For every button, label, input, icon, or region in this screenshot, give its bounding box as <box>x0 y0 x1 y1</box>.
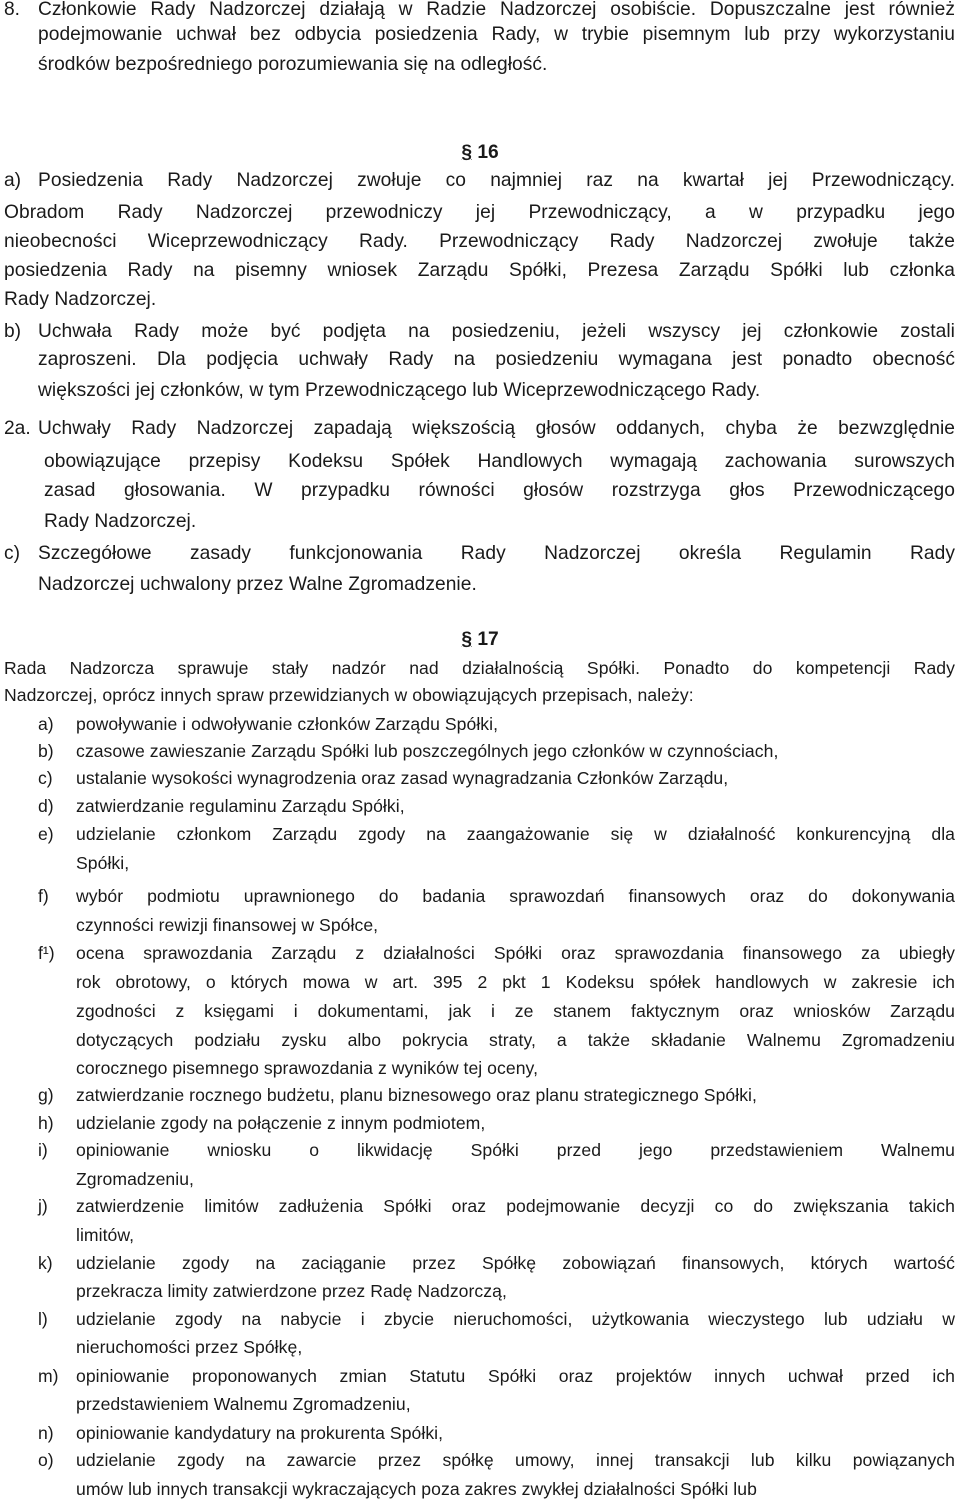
competence-item-line: Spółki, <box>76 853 130 873</box>
section-16-a-line: Posiedzenia Rady Nadzorczej zwołuje co najmniej raz na kwartał jej Przewodniczący. <box>38 170 955 191</box>
competence-item-label: j) <box>38 1196 48 1216</box>
competence-item-line: Zgromadzeniu, <box>76 1169 194 1189</box>
competence-item-line: ustalanie wysokości wynagrodzenia oraz zasad wynagradzania Członków Zarządu, <box>76 768 729 788</box>
section-17-intro-line: Rada Nadzorcza sprawuje stały nadzór nad działalnością Spółki. Ponadto do kompetencji Rady <box>4 658 955 678</box>
section-16-a-line: posiedzenia Rady na pisemny wniosek Zarządu Spółki, Prezesa Zarządu Spółki lub członka <box>4 260 955 281</box>
competence-item-line: udzielanie zgody na nabycie i zbycie nieruchomości, użytkowania wieczystego lub udziału w <box>76 1309 955 1329</box>
competence-item-line: limitów, <box>76 1225 135 1245</box>
section-16-2a-line: zasad głosowania. W przypadku równości głosów rozstrzyga głos Przewodniczącego <box>44 480 955 501</box>
section-17-heading <box>0 626 960 653</box>
section-16-2a-line: Rady Nadzorczej. <box>44 511 197 532</box>
competence-item-label: k) <box>38 1253 53 1273</box>
section-17-intro-line: Nadzorczej, oprócz innych spraw przewidzianych w obowiązujących przepisach, należy: <box>4 685 694 705</box>
competence-item-label: o) <box>38 1450 54 1470</box>
competence-item-line: opiniowanie proponowanych zmian Statutu Spółki oraz projektów innych uchwał przed ich <box>76 1366 955 1386</box>
competence-item-label: c) <box>38 768 53 788</box>
paragraph-8-line: Członkowie Rady Nadzorczej działają w Radzie Nadzorczej osobiście. Dopuszczalne jest również <box>38 0 955 20</box>
section-16-a-line: nieobecności Wiceprzewodniczący Rady. Przewodniczący Rady Nadzorczej zwołuje także <box>4 231 955 252</box>
competence-item-line: przekracza limity zatwierdzone przez Radę Nadzorczą, <box>76 1281 507 1301</box>
section-16-a-line: Rady Nadzorczej. <box>4 289 157 310</box>
competence-item-line: czynności rewizji finansowej w Spółce, <box>76 915 379 935</box>
section-16-2a-line: obowiązujące przepisy Kodeksu Spółek Handlowych wymagają zachowania surowszych <box>44 451 955 472</box>
section-16-2a-line: Uchwały Rady Nadzorczej zapadają większością głosów oddanych, chyba że bezwzględnie <box>38 418 955 439</box>
competence-item-line: dotyczących podziału zysku albo pokrycia straty, a także składanie Walnemu Zgromadzeniu <box>76 1030 955 1050</box>
competence-item-line: ocena sprawozdania Zarządu z działalności Spółki oraz sprawozdania finansowego za ubiegły <box>76 943 955 963</box>
competence-item-line: opiniowanie wniosku o likwidację Spółki przed jego przedstawieniem Walnemu <box>76 1140 955 1160</box>
section-16-b-line: zaproszeni. Dla podjęcia uchwały Rady na posiedzeniu wymagana jest ponadto obecność <box>38 349 955 370</box>
competence-item-line: powoływanie i odwoływanie członków Zarządu Spółki, <box>76 714 499 734</box>
competence-item-line: wybór podmiotu uprawnionego do badania sprawozdań finansowych oraz do dokonywania <box>76 886 955 906</box>
paragraph-8-line: podejmowanie uchwał bez odbycia posiedzenia Rady, w trybie pisemnym lub przy wykorzystaniu <box>38 24 955 45</box>
competence-item-label: h) <box>38 1113 54 1133</box>
section-17-number: 17 <box>477 629 499 650</box>
section-16-a-label: a) <box>4 170 22 191</box>
competence-item-label: b) <box>38 741 54 761</box>
competence-item-label: g) <box>38 1085 54 1105</box>
competence-item-line: umów lub innych transakcji wykraczających poza zakres zwykłej działalności Spółki lub <box>76 1479 757 1499</box>
competence-item-line: przedstawieniem Walnemu Zgromadzeniu, <box>76 1394 411 1414</box>
competence-item-label: m) <box>38 1366 59 1386</box>
competence-item-label: f) <box>38 886 49 906</box>
section-16-b-line: większości jej członków, w tym Przewodniczącego lub Wiceprzewodniczącego Rady. <box>38 380 761 401</box>
section-16-a-line: Obradom Rady Nadzorczej przewodniczy jej Przewodniczący, a w przypadku jego <box>4 202 955 223</box>
competence-item-label: f¹) <box>38 943 55 963</box>
competence-item-line: udzielanie zgody na zawarcie przez spółkę umowy, innej transakcji lub kilku powiązanych <box>76 1450 955 1470</box>
competence-item-line: czasowe zawieszanie Zarządu Spółki lub poszczególnych jego członków w czynnościach, <box>76 741 779 761</box>
paragraph-8-label: 8. <box>4 0 21 20</box>
section-16-b-line: Uchwała Rady może być podjęta na posiedzeniu, jeżeli wszyscy jej członkowie zostali <box>38 321 955 342</box>
section-16-number: 16 <box>477 142 499 163</box>
section-16-b-label: b) <box>4 321 22 342</box>
section-16-c-line: Nadzorczej uchwalony przez Walne Zgromadzenie. <box>38 574 477 595</box>
competence-item-label: a) <box>38 714 54 734</box>
competence-item-line: udzielanie zgody na połączenie z innym podmiotem, <box>76 1113 486 1133</box>
competence-item-label: e) <box>38 824 54 844</box>
competence-item-line: zatwierdzanie rocznego budżetu, planu biznesowego oraz planu strategicznego Spółki, <box>76 1085 757 1105</box>
competence-item-line: zgodności z księgami i dokumentami, jak i ze stanem faktycznym oraz wniosków Zarządu <box>76 1001 955 1021</box>
competence-item-line: zatwierdzanie regulaminu Zarządu Spółki, <box>76 796 405 816</box>
competence-item-line: rok obrotowy, o których mowa w art. 395 2 pkt 1 Kodeksu spółek handlowych w zakresie ich <box>76 972 955 992</box>
section-16-c-label: c) <box>4 543 20 564</box>
competence-item-line: udzielanie zgody na zaciąganie przez Spółkę zobowiązań finansowych, których wartość <box>76 1253 955 1273</box>
section-16-2a-label: 2a. <box>4 418 31 439</box>
competence-item-label: n) <box>38 1423 54 1443</box>
competence-item-line: nieruchomości przez Spółkę, <box>76 1337 303 1357</box>
competence-item-line: corocznego pisemnego sprawozdania z wyników tej oceny, <box>76 1058 539 1078</box>
competence-item-label: i) <box>38 1140 48 1160</box>
section-16-c-line: Szczegółowe zasady funkcjonowania Rady Nadzorczej określa Regulamin Rady <box>38 543 955 564</box>
competence-item-label: d) <box>38 796 54 816</box>
competence-item-line: opiniowanie kandydatury na prokurenta Spółki, <box>76 1423 444 1443</box>
competence-item-line: zatwierdzenie limitów zadłużenia Spółki oraz podejmowanie decyzji co do zwiększania takich <box>76 1196 955 1216</box>
competence-item-label: l) <box>38 1309 48 1329</box>
competence-item-line: udzielanie członkom Zarządu zgody na zaangażowanie się w działalność konkurencyjną dla <box>76 824 955 844</box>
section-sign: § <box>461 142 472 163</box>
section-sign: § <box>461 629 472 650</box>
paragraph-8-line: środków bezpośredniego porozumiewania się na odległość. <box>38 54 548 75</box>
section-16-heading <box>0 139 960 166</box>
